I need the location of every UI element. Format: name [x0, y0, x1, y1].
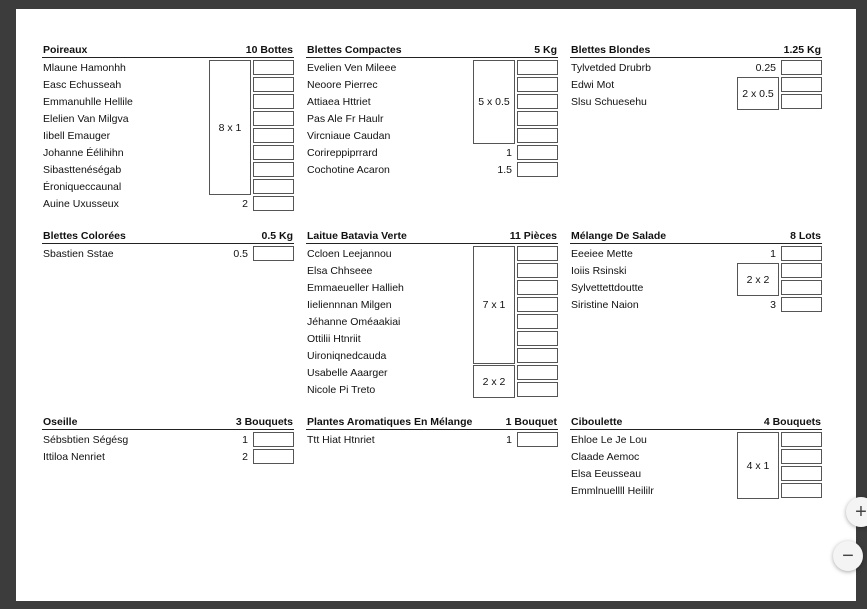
checkbox-cell[interactable]	[253, 196, 294, 211]
portion-group-label: 4 x 1	[746, 459, 770, 472]
member-name: Ottilii Htnriit	[307, 333, 361, 345]
product-total: 8 Lots	[790, 230, 821, 242]
member-name: Corireppiprrard	[307, 147, 378, 159]
member-row	[570, 93, 822, 110]
member-list	[42, 431, 294, 465]
member-row	[42, 93, 294, 110]
member-row	[306, 144, 558, 161]
member-row	[570, 448, 822, 465]
checkbox-cell[interactable]	[517, 162, 558, 177]
member-name: Elelien Van Milgva	[43, 113, 129, 125]
member-name: Sébsbtien Ségésg	[43, 434, 129, 446]
member-row	[570, 245, 822, 262]
product-name: Plantes Aromatiques En Mélange	[307, 416, 473, 428]
product-total: 5 Kg	[534, 44, 557, 56]
member-row	[306, 110, 558, 127]
member-quantity: 1	[506, 147, 512, 159]
member-row	[42, 127, 294, 144]
checkbox-cell[interactable]	[781, 263, 822, 278]
checkbox-cell[interactable]	[253, 246, 294, 261]
section-header	[42, 414, 294, 430]
section-header	[306, 228, 558, 244]
member-row	[306, 431, 558, 448]
product-section	[306, 414, 558, 448]
member-name: Sbastien Sstae	[43, 248, 114, 260]
checkbox-cell[interactable]	[253, 60, 294, 75]
member-row	[570, 431, 822, 448]
section-header	[306, 414, 558, 430]
member-name: Emmlnuellll Heililr	[571, 485, 654, 497]
portion-group-box	[209, 60, 251, 195]
member-quantity: 2	[242, 198, 248, 210]
member-row	[42, 448, 294, 465]
member-name: Mlaune Hamonhh	[43, 62, 126, 74]
product-total: 10 Bottes	[245, 44, 293, 56]
member-list	[42, 245, 294, 262]
member-row	[570, 465, 822, 482]
member-row	[306, 245, 558, 262]
checkbox-cell[interactable]	[253, 432, 294, 447]
checkbox-cell[interactable]	[253, 179, 294, 194]
member-list	[306, 59, 558, 178]
member-quantity: 1.5	[497, 164, 512, 176]
portion-group-box	[737, 432, 779, 499]
portion-group-label: 7 x 1	[482, 299, 506, 311]
member-row	[306, 127, 558, 144]
member-list	[306, 431, 558, 448]
checkbox-cell[interactable]	[781, 280, 822, 295]
member-name: Ioiis Rsinski	[571, 265, 627, 277]
member-list	[42, 59, 294, 212]
checkbox-cell[interactable]	[781, 246, 822, 261]
member-name: Sibasttenéségab	[43, 164, 122, 176]
checkbox-cell[interactable]	[517, 246, 558, 261]
member-row	[42, 144, 294, 161]
member-name: Claade Aemoc	[571, 451, 640, 463]
member-quantity: 1	[242, 434, 248, 446]
member-name: Iieliennnan Milgen	[307, 299, 392, 311]
checkbox-cell[interactable]	[253, 77, 294, 92]
member-row	[570, 296, 822, 313]
member-name: Siristine Naion	[571, 299, 639, 311]
member-row	[42, 195, 294, 212]
checkbox-cell[interactable]	[517, 314, 558, 329]
product-name: Poireaux	[43, 44, 88, 56]
member-row	[306, 161, 558, 178]
checkbox-cell[interactable]	[253, 111, 294, 126]
member-name: Ittiloa Nenriet	[43, 451, 105, 463]
product-section	[42, 414, 294, 465]
product-section	[570, 228, 822, 313]
member-row	[42, 76, 294, 93]
member-name: Johanne Éélihihn	[43, 147, 124, 159]
checkbox-cell[interactable]	[517, 331, 558, 346]
document-page	[16, 9, 856, 601]
checkbox-cell[interactable]	[253, 94, 294, 109]
portion-group-box	[473, 246, 515, 364]
product-name: Blettes Compactes	[307, 44, 402, 56]
product-section	[570, 414, 822, 499]
member-name: Elsa Eeusseau	[571, 468, 642, 480]
checkbox-cell[interactable]	[517, 297, 558, 312]
minus-icon: −	[842, 544, 854, 567]
plus-icon: +	[855, 500, 867, 523]
product-name: Oseille	[43, 416, 78, 428]
product-section	[306, 228, 558, 398]
checkbox-cell[interactable]	[517, 111, 558, 126]
member-name: Pas Ale Fr Haulr	[307, 113, 384, 125]
member-name: Nicole Pi Treto	[307, 384, 376, 396]
product-total: 1 Bouquet	[505, 416, 557, 428]
checkbox-cell[interactable]	[517, 382, 558, 397]
member-name: Uironiqnedcauda	[307, 350, 387, 362]
member-name: Easc Echusseah	[43, 79, 122, 91]
member-name: Evelien Ven Mileee	[307, 62, 397, 74]
member-name: Usabelle Aaarger	[307, 367, 388, 379]
member-row	[306, 93, 558, 110]
product-total: 1.25 Kg	[783, 44, 821, 56]
member-row	[42, 245, 294, 262]
checkbox-cell[interactable]	[517, 348, 558, 363]
member-row	[306, 330, 558, 347]
member-name: Edwi Mot	[571, 79, 615, 91]
checkbox-cell[interactable]	[781, 432, 822, 447]
member-name: Cochotine Acaron	[307, 164, 390, 176]
product-name: Mélange De Salade	[571, 230, 667, 242]
checkbox-cell[interactable]	[781, 297, 822, 312]
checkbox-cell[interactable]	[517, 128, 558, 143]
product-section	[42, 42, 294, 212]
member-row	[306, 296, 558, 313]
section-header	[306, 42, 558, 58]
member-name: Jéhanne Oméaakiai	[307, 316, 401, 328]
product-name: Laitue Batavia Verte	[307, 230, 407, 242]
member-list	[570, 59, 822, 110]
member-name: Auine Uxusseux	[43, 198, 119, 210]
member-row	[570, 76, 822, 93]
member-row	[306, 262, 558, 279]
checkbox-cell[interactable]	[517, 60, 558, 75]
checkbox-cell[interactable]	[781, 449, 822, 464]
product-total: 0.5 Kg	[261, 230, 293, 242]
product-total: 3 Bouquets	[235, 416, 293, 428]
section-header	[570, 414, 822, 430]
zoom-out-button[interactable]	[833, 541, 863, 571]
member-name: Neoore Pierrec	[307, 79, 378, 91]
portion-group-box	[473, 365, 515, 398]
member-row	[306, 364, 558, 381]
member-row	[42, 178, 294, 195]
member-name: Ccloen Leejannou	[307, 248, 392, 260]
checkbox-cell[interactable]	[781, 483, 822, 498]
member-list	[306, 245, 558, 398]
checkbox-cell[interactable]	[253, 162, 294, 177]
product-name: Blettes Blondes	[571, 44, 651, 56]
section-header	[42, 228, 294, 244]
checkbox-cell[interactable]	[517, 145, 558, 160]
member-name: Emmanuhlle Hellile	[43, 96, 133, 108]
checkbox-cell[interactable]	[781, 77, 822, 92]
section-header	[570, 228, 822, 244]
checkbox-cell[interactable]	[517, 77, 558, 92]
member-quantity: 0.25	[755, 62, 776, 74]
checkbox-cell[interactable]	[517, 94, 558, 109]
checkbox-cell[interactable]	[253, 449, 294, 464]
checkbox-cell[interactable]	[781, 60, 822, 75]
member-name: Ehloe Le Je Lou	[571, 434, 647, 446]
member-name: Emmaeueller Hallieh	[307, 282, 404, 294]
member-list	[570, 431, 822, 499]
checkbox-cell[interactable]	[781, 466, 822, 481]
product-section	[570, 42, 822, 110]
portion-group-box	[473, 60, 515, 144]
member-row	[570, 59, 822, 76]
member-quantity: 1	[506, 434, 512, 446]
member-row	[570, 279, 822, 296]
member-quantity: 1	[770, 248, 776, 260]
member-quantity: 3	[770, 299, 776, 311]
member-list	[570, 245, 822, 313]
checkbox-cell[interactable]	[517, 263, 558, 278]
member-name: Eeeiee Mette	[571, 248, 633, 260]
section-header	[42, 42, 294, 58]
member-row	[42, 161, 294, 178]
portion-group-label: 2 x 0.5	[742, 87, 774, 100]
product-section	[306, 42, 558, 178]
checkbox-cell[interactable]	[253, 145, 294, 160]
checkbox-cell[interactable]	[517, 432, 558, 447]
portion-group-box	[737, 263, 779, 296]
member-row	[306, 381, 558, 398]
member-row	[306, 59, 558, 76]
member-row	[570, 482, 822, 499]
product-name: Ciboulette	[571, 416, 623, 428]
member-row	[306, 76, 558, 93]
product-section	[42, 228, 294, 262]
portion-group-label: 8 x 1	[218, 121, 242, 134]
member-row	[42, 431, 294, 448]
member-name: Sylvettettdoutte	[571, 282, 644, 294]
portion-group-label: 5 x 0.5	[478, 96, 510, 108]
member-name: Attiaea Httriet	[307, 96, 371, 108]
portion-group-box	[737, 77, 779, 110]
member-row	[42, 59, 294, 76]
section-header	[570, 42, 822, 58]
member-row	[42, 110, 294, 127]
member-name: Slsu Schuesehu	[571, 96, 647, 108]
member-quantity: 2	[242, 451, 248, 463]
member-row	[306, 347, 558, 364]
member-name: Éroniqueccaunal	[43, 181, 122, 193]
member-name: Vircniaue Caudan	[307, 130, 391, 142]
member-name: Ttt Hiat Htnriet	[307, 434, 375, 446]
member-name: Elsa Chhseee	[307, 265, 373, 277]
product-total: 11 Pièces	[509, 230, 557, 242]
product-name: Blettes Colorées	[43, 230, 126, 242]
member-row	[306, 279, 558, 296]
member-name: Iibell Emauger	[43, 130, 111, 142]
checkbox-cell[interactable]	[517, 365, 558, 380]
member-row	[306, 313, 558, 330]
member-row	[570, 262, 822, 279]
checkbox-cell[interactable]	[253, 128, 294, 143]
portion-group-label: 2 x 2	[482, 375, 506, 388]
portion-group-label: 2 x 2	[746, 273, 770, 286]
member-quantity: 0.5	[233, 248, 248, 260]
checkbox-cell[interactable]	[781, 94, 822, 109]
checkbox-cell[interactable]	[517, 280, 558, 295]
member-name: Tylvetded Drubrb	[571, 62, 651, 74]
product-total: 4 Bouquets	[763, 416, 821, 428]
